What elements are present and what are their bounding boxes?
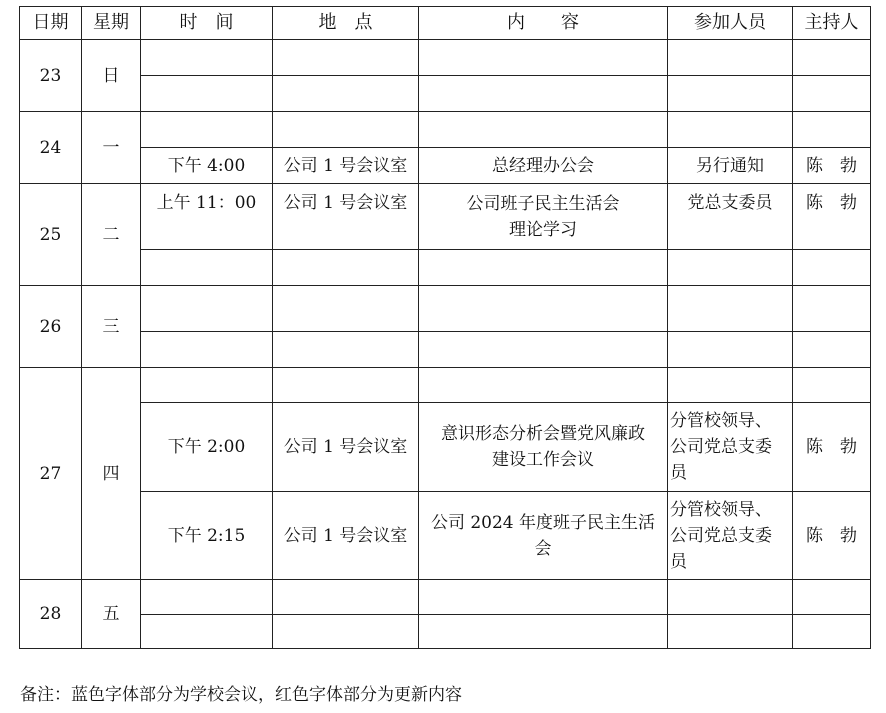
- date-cell: 28: [20, 580, 82, 649]
- time-cell: [141, 368, 273, 403]
- header-weekday: 星期: [82, 7, 141, 40]
- attendees-cell: 另行通知: [668, 148, 793, 184]
- content-cell: 公司 2024 年度班子民主生活 会: [419, 492, 668, 580]
- attendees-cell: 分管校领导、 公司党总支委 员: [668, 403, 793, 492]
- time-cell: [141, 76, 273, 112]
- content-cell: [419, 368, 668, 403]
- time-cell: 下午 2:15: [141, 492, 273, 580]
- date-cell: 23: [20, 40, 82, 112]
- place-cell: [273, 286, 419, 332]
- content-cell: [419, 40, 668, 76]
- host-cell: 陈 勃: [793, 403, 871, 492]
- attendees-cell: [668, 368, 793, 403]
- place-cell: 公司 1 号会议室: [273, 184, 419, 250]
- host-cell: [793, 615, 871, 649]
- time-cell: [141, 40, 273, 76]
- table-row: [20, 40, 871, 76]
- content-cell: 公司班子民主生活会 理论学习: [419, 184, 668, 250]
- place-cell: [273, 580, 419, 615]
- content-cell: [419, 580, 668, 615]
- content-cell: [419, 112, 668, 148]
- place-cell: [273, 615, 419, 649]
- weekday-cell: 日: [82, 40, 141, 112]
- weekday-cell: 四: [82, 368, 141, 580]
- host-cell: [793, 332, 871, 368]
- content-cell: 总经理办公会: [419, 148, 668, 184]
- header-row: [20, 7, 871, 40]
- time-cell: 上午 11：00: [141, 184, 273, 250]
- header-place: 地 点: [273, 7, 419, 40]
- table-row: [20, 403, 871, 492]
- place-cell: [273, 76, 419, 112]
- host-cell: 陈 勃: [793, 184, 871, 250]
- attendees-cell: [668, 76, 793, 112]
- time-cell: 下午 4:00: [141, 148, 273, 184]
- host-cell: [793, 250, 871, 286]
- attendees-cell: [668, 580, 793, 615]
- table-row: [20, 368, 871, 403]
- table-row: [20, 250, 871, 286]
- table-row: [20, 76, 871, 112]
- content-cell: [419, 332, 668, 368]
- attendees-cell: [668, 112, 793, 148]
- time-cell: [141, 250, 273, 286]
- time-cell: [141, 580, 273, 615]
- weekday-cell: 二: [82, 184, 141, 286]
- host-cell: [793, 112, 871, 148]
- table-row: [20, 148, 871, 184]
- header-time: 时 间: [141, 7, 273, 40]
- place-cell: [273, 40, 419, 76]
- date-cell: 27: [20, 368, 82, 580]
- attendees-cell: 党总支委员: [668, 184, 793, 250]
- header-date: 日期: [20, 7, 82, 40]
- table-row: [20, 112, 871, 148]
- table-row: [20, 615, 871, 649]
- attendees-cell: [668, 250, 793, 286]
- place-cell: 公司 1 号会议室: [273, 148, 419, 184]
- place-cell: [273, 112, 419, 148]
- content-cell: 意识形态分析会暨党风廉政 建设工作会议: [419, 403, 668, 492]
- place-cell: 公司 1 号会议室: [273, 403, 419, 492]
- attendees-cell: [668, 332, 793, 368]
- host-cell: [793, 368, 871, 403]
- table-row: [20, 184, 871, 250]
- attendees-cell: [668, 615, 793, 649]
- header-attendees: 参加人员: [668, 7, 793, 40]
- attendees-cell: [668, 40, 793, 76]
- table-row: [20, 286, 871, 332]
- weekday-cell: 一: [82, 112, 141, 184]
- header-content: 内 容: [419, 7, 668, 40]
- content-cell: [419, 286, 668, 332]
- attendees-cell: 分管校领导、 公司党总支委 员: [668, 492, 793, 580]
- date-cell: 26: [20, 286, 82, 368]
- content-cell: [419, 76, 668, 112]
- date-cell: 24: [20, 112, 82, 184]
- time-cell: 下午 2:00: [141, 403, 273, 492]
- host-cell: [793, 580, 871, 615]
- table-row: [20, 580, 871, 615]
- time-cell: [141, 615, 273, 649]
- place-cell: [273, 368, 419, 403]
- time-cell: [141, 332, 273, 368]
- attendees-cell: [668, 286, 793, 332]
- host-cell: 陈 勃: [793, 148, 871, 184]
- date-cell: 25: [20, 184, 82, 286]
- table-row: [20, 492, 871, 580]
- footnote: 备注：蓝色字体部分为学校会议，红色字体部分为更新内容: [20, 685, 462, 705]
- place-cell: 公司 1 号会议室: [273, 492, 419, 580]
- content-cell: [419, 250, 668, 286]
- weekday-cell: 三: [82, 286, 141, 368]
- host-cell: [793, 76, 871, 112]
- host-cell: [793, 286, 871, 332]
- table-row: [20, 332, 871, 368]
- time-cell: [141, 286, 273, 332]
- header-host: 主持人: [793, 7, 871, 40]
- place-cell: [273, 332, 419, 368]
- content-cell: [419, 615, 668, 649]
- time-cell: [141, 112, 273, 148]
- host-cell: 陈 勃: [793, 492, 871, 580]
- meeting-schedule-table: [19, 6, 871, 649]
- host-cell: [793, 40, 871, 76]
- place-cell: [273, 250, 419, 286]
- weekday-cell: 五: [82, 580, 141, 649]
